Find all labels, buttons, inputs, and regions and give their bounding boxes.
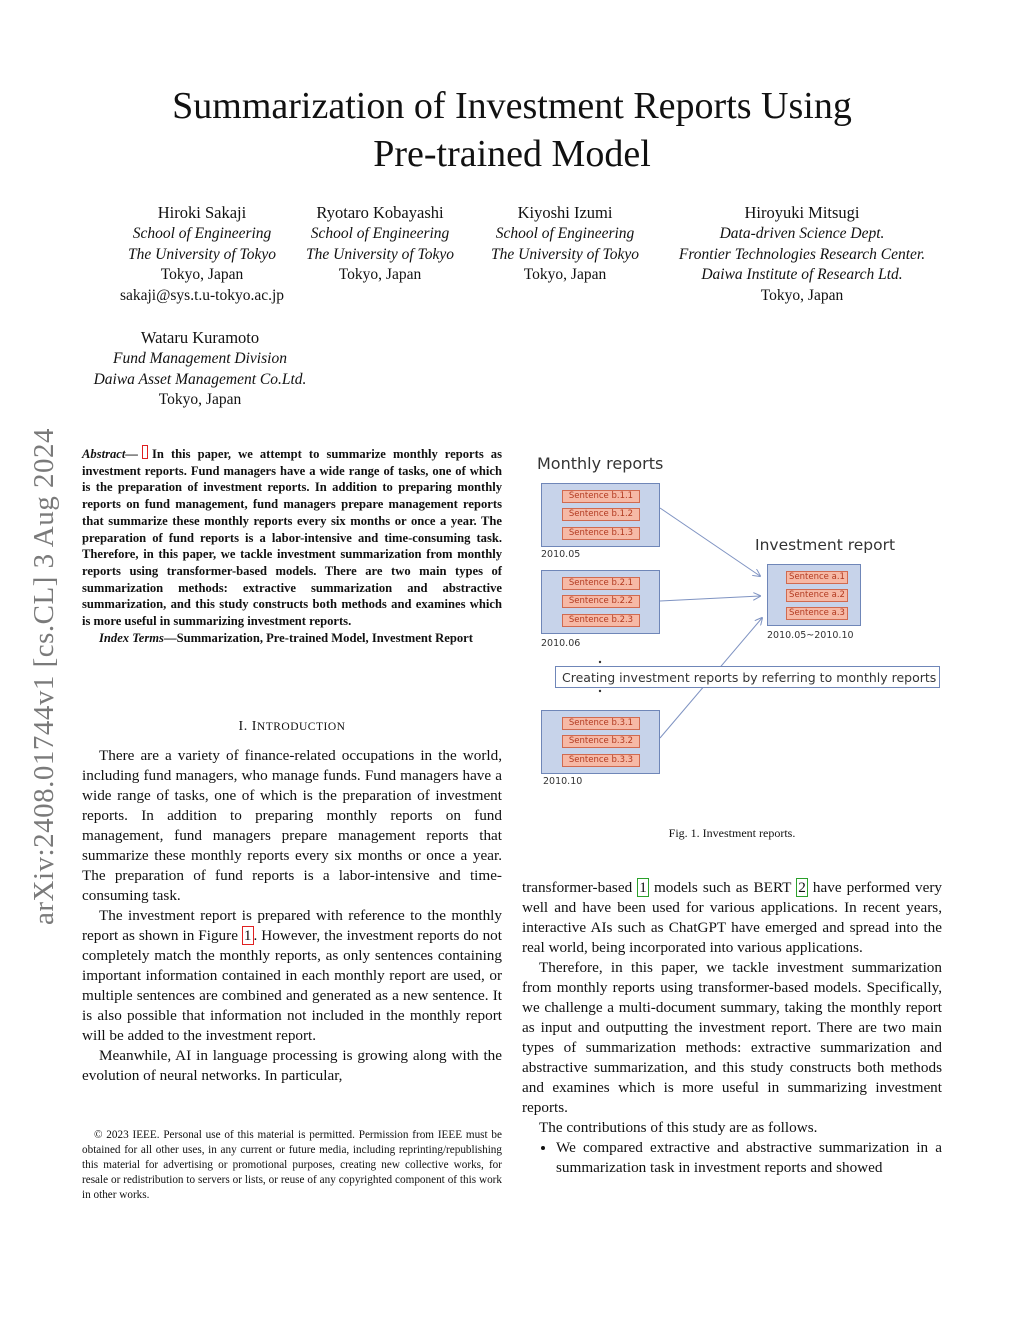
monthly-reports-label: Monthly reports xyxy=(537,454,664,473)
list-item: • We compared extractive and abstractive summarization in a summarization task in investment reports and showed xyxy=(556,1138,942,1178)
paragraph: There are a variety of finance-related occupations in the world, including fund managers, who manage funds. Fund managers have a wide range of tasks, one of which is the preparation of investment reports. In addition to preparing monthly reports on fund management, fund managers prepare management reports that summarize these monthly reports every six months or once a year. The preparation of fund reports is a labor-intensive and time-consuming task. xyxy=(82,747,502,904)
paragraph: Meanwhile, AI in language processing is growing along with the evolution of neural networks. In particular, xyxy=(82,1047,502,1084)
figure-caption: Fig. 1. Investment reports. xyxy=(668,826,796,840)
report-date-range: 2010.05~2010.10 xyxy=(767,630,854,641)
author-dept: Data-driven Science Dept. xyxy=(719,225,885,242)
investment-report-doc xyxy=(767,564,861,626)
paragraph xyxy=(82,906,502,1046)
author-block-kobayashi xyxy=(290,202,470,286)
investment-report-label: Investment report xyxy=(755,536,896,554)
link-marker-icon[interactable] xyxy=(142,445,148,459)
intro-right-column xyxy=(522,878,942,1178)
copyright-notice xyxy=(82,1128,502,1203)
abstract-lead: Abstract— xyxy=(82,447,138,461)
author-name: Hiroyuki Mitsugi xyxy=(744,203,860,222)
title-line-1: Summarization of Investment Reports Using xyxy=(172,85,852,127)
author-dept: Fund Management Division xyxy=(113,350,287,367)
author-org: The University of Tokyo xyxy=(306,245,454,263)
author-name: Ryotaro Kobayashi xyxy=(316,203,444,222)
author-email[interactable]: sakaji@sys.t.u-tokyo.ac.jp xyxy=(119,286,285,304)
paragraph-text: have performed very well and have been used for various applications. In recent years, interactive AIs such as ChatGPT have emerged and spread into the real world, being incorporated into various applications. xyxy=(522,879,942,956)
author-name: Hiroki Sakaji xyxy=(157,203,247,222)
paragraph: Therefore, in this paper, we tackle investment summarization from monthly reports using transformer-based models. Specifically, we challenge a multi-document summary, taking the monthly report as input and outputting the investment report. There are two main types of summarization methods: extractive summarization and abstractive summarization, and this study constructs both methods and examines which is more useful in summarizing investment reports. xyxy=(522,959,942,1116)
sentence-box: Sentence b.1.3 xyxy=(562,527,640,540)
citation-link[interactable]: 2 xyxy=(798,879,806,896)
monthly-report-doc xyxy=(541,483,660,547)
author-org: Daiwa Asset Management Co.Ltd. xyxy=(93,370,307,388)
sentence-box: Sentence b.3.3 xyxy=(562,754,640,767)
monthly-report-doc xyxy=(541,570,660,634)
sentence-box: Sentence b.1.2 xyxy=(562,508,640,521)
copyright-text: © 2023 IEEE. Personal use of this material is permitted. Permission from IEEE must be obtained for all other uses, in any current or future media, including reprinting/republishing this material for advertising or promotional purposes, creating new collective works, for resale or redistribution to servers or lists, or reuse of any copyrighted component of this work in other works. xyxy=(82,1129,502,1201)
abstract-text: In this paper, we attempt to summarize monthly reports as investment reports. Fund managers have a wide range of tasks, one of which is the preparation of investment reports. In addition to preparing monthly reports on fund management, fund managers prepare management reports that summarize these monthly reports every six months or once a year. The preparation of fund reports is a labor-intensive and time-consuming task. Therefore, in this paper, we tackle investment summarization from monthly reports using transformer-based models. There are two main types of summarization methods: extractive summarization and abstractive summarization, and this study constructs both methods and examines which is more useful in summarizing investment reports. xyxy=(82,447,502,629)
sentence-box: Sentence b.1.1 xyxy=(562,490,640,503)
ellipsis-dot xyxy=(599,690,601,692)
section-number: I. xyxy=(238,719,248,734)
sentence-box: Sentence a.1 xyxy=(786,571,848,584)
paper-title xyxy=(0,82,1024,178)
arxiv-identifier: arXiv:2408.01744v1 [cs.CL] 3 Aug 2024 xyxy=(28,428,60,925)
index-terms-lead: Index Terms xyxy=(99,630,164,645)
monthly-report-doc xyxy=(541,710,660,774)
paragraph-text: The investment report is prepared with reference to the monthly report as shown in Figure xyxy=(82,907,502,944)
section-heading-introduction xyxy=(82,719,502,735)
author-name: Kiyoshi Izumi xyxy=(517,203,613,222)
sentence-box: Sentence a.2 xyxy=(786,589,848,602)
author-block-mitsugi xyxy=(660,202,944,306)
author-place: Tokyo, Japan xyxy=(160,266,244,283)
author-dept: School of Engineering xyxy=(132,225,272,242)
sentence-box: Sentence b.2.1 xyxy=(562,577,640,590)
author-block-kuramoto xyxy=(70,327,330,411)
ellipsis-dot xyxy=(599,661,601,663)
report-date: 2010.06 xyxy=(541,638,581,649)
author-name: Wataru Kuramoto xyxy=(140,328,260,347)
figure-reference-link[interactable]: 1 xyxy=(243,927,252,944)
sentence-box: Sentence b.3.1 xyxy=(562,717,640,730)
title-line-2: Pre-trained Model xyxy=(373,133,651,175)
paragraph: The contributions of this study are as follows. xyxy=(539,1119,818,1136)
report-date: 2010.05 xyxy=(541,549,581,560)
author-dept: School of Engineering xyxy=(310,225,450,242)
sentence-box: Sentence a.3 xyxy=(786,607,848,620)
sentence-box: Sentence b.3.2 xyxy=(562,735,640,748)
figure-investment-reports xyxy=(530,448,950,798)
index-terms-text: —Summarization, Pre-trained Model, Investment Report xyxy=(163,630,473,645)
author-place: Tokyo, Japan xyxy=(158,391,242,408)
sentence-box: Sentence b.2.3 xyxy=(562,614,640,627)
section-title-initial: I xyxy=(251,719,257,734)
paragraph-text: transformer-based xyxy=(522,879,638,896)
arrow-2 xyxy=(660,596,760,601)
author-place: Tokyo, Japan xyxy=(338,266,422,283)
contributions-list xyxy=(522,1138,942,1178)
author-place: Tokyo, Japan xyxy=(523,266,607,283)
arrow-1 xyxy=(660,508,760,576)
author-block-izumi xyxy=(475,202,655,286)
abstract xyxy=(82,445,502,646)
report-date: 2010.10 xyxy=(543,776,583,787)
paragraph-text: . However, the investment reports do not completely match the monthly reports, as only sentences containing important information contained in each monthly report are used, or multiple sentences are combined and generated as a new sentence. It is also possible that information not included in the monthly report will be added to the investment report. xyxy=(82,927,502,1044)
author-org: The University of Tokyo xyxy=(128,245,276,263)
figure-banner: Creating investment reports by referring to monthly reports xyxy=(555,666,940,688)
author-org: Frontier Technologies Research Center. xyxy=(678,245,926,263)
paragraph xyxy=(522,878,942,958)
author-org-2: Daiwa Institute of Research Ltd. xyxy=(701,266,903,283)
author-place: Tokyo, Japan xyxy=(760,286,844,304)
section-title-rest: NTRODUCTION xyxy=(256,721,346,733)
sentence-box: Sentence b.2.2 xyxy=(562,595,640,608)
citation-link[interactable]: 1 xyxy=(639,879,647,896)
author-org: The University of Tokyo xyxy=(491,245,639,263)
paragraph-text: models such as BERT xyxy=(648,879,797,896)
intro-left-column xyxy=(82,746,502,1086)
author-dept: School of Engineering xyxy=(495,225,635,242)
author-block-sakaji xyxy=(82,202,322,306)
